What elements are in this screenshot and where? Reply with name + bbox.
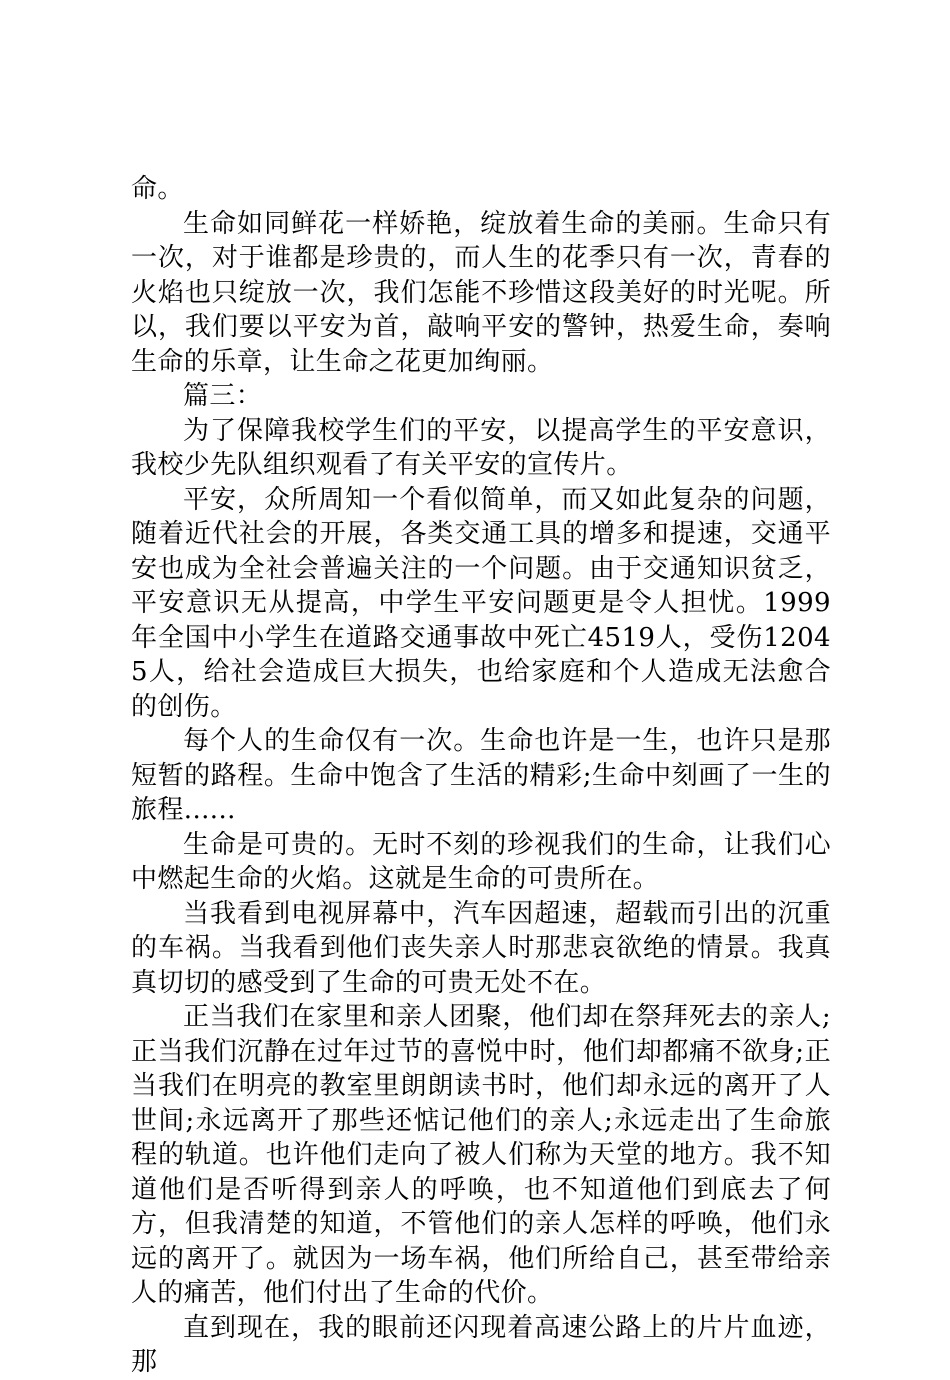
paragraph-memory: 直到现在，我的眼前还闪现着高速公路上的片片血迹，那 xyxy=(131,1312,831,1377)
paragraph-safety-video: 为了保障我校学生们的平安，以提高学生的平安意识，我校少先队组织观看了有关平安的宣传片。 xyxy=(131,415,831,480)
section-heading: 篇三： xyxy=(183,381,263,411)
paragraph-life-flower: 生命如同鲜花一样娇艳，绽放着生命的美丽。生命只有一次，对于谁都是珍贵的，而人生的花季只有一次，青春的火焰也只绽放一次，我们怎能不珍惜这段美好的时光呢。所以，我们要以平安为首，敲响平安的警钟，热爱生命，奏响生命的乐章，让生命之花更加绚丽。 xyxy=(131,208,831,377)
paragraph-traffic-safety: 平安，众所周知一个看似简单，而又如此复杂的问题，随着近代社会的开展，各类交通工具的增多和提速，交通平安也成为全社会普遍关注的一个问题。由于交通知识贫乏，平安意识无从提高，中学生平安问题更是令人担忧。1999年全国中小学生在道路交通事故中死亡4519人，受伤12045人，给社会造成巨大损失，也给家庭和个人造成无法愈合的创伤。 xyxy=(131,484,831,722)
paragraph-life-once: 每个人的生命仅有一次。生命也许是一生，也许只是那短暂的路程。生命中饱含了生活的精彩;生命中刻画了一生的旅程...... xyxy=(131,726,831,825)
paragraph-tv-accident: 当我看到电视屏幕中，汽车因超速，超载而引出的沉重的车祸。当我看到他们丧失亲人时那悲哀欲绝的情景。我真真切切的感受到了生命的可贵无处不在。 xyxy=(131,898,831,998)
paragraph-continuation: 命。 xyxy=(131,174,184,204)
document-body xyxy=(131,172,831,1380)
paragraph-lost-ones: 正当我们在家里和亲人团聚，他们却在祭拜死去的亲人;正当我们沉静在过年过节的喜悦中时，他们却都痛不欲身;正当我们在明亮的教室里朗朗读书时，他们却永远的离开了人世间;永远离开了那些还惦记他们的亲人;永远走出了生命旅程的轨道。也许他们走向了被人们称为天堂的地方。我不知道他们是否听得到亲人的呼唤，也不知道他们到底去了何方，但我清楚的知道，不管他们的亲人怎样的呼唤，他们永远的离开了。就因为一场车祸，他们所给自己，甚至带给亲人的痛苦，他们付出了生命的代价。 xyxy=(131,1002,831,1308)
paragraph-life-precious: 生命是可贵的。无时不刻的珍视我们的生命，让我们心中燃起生命的火焰。这就是生命的可贵所在。 xyxy=(131,829,831,894)
